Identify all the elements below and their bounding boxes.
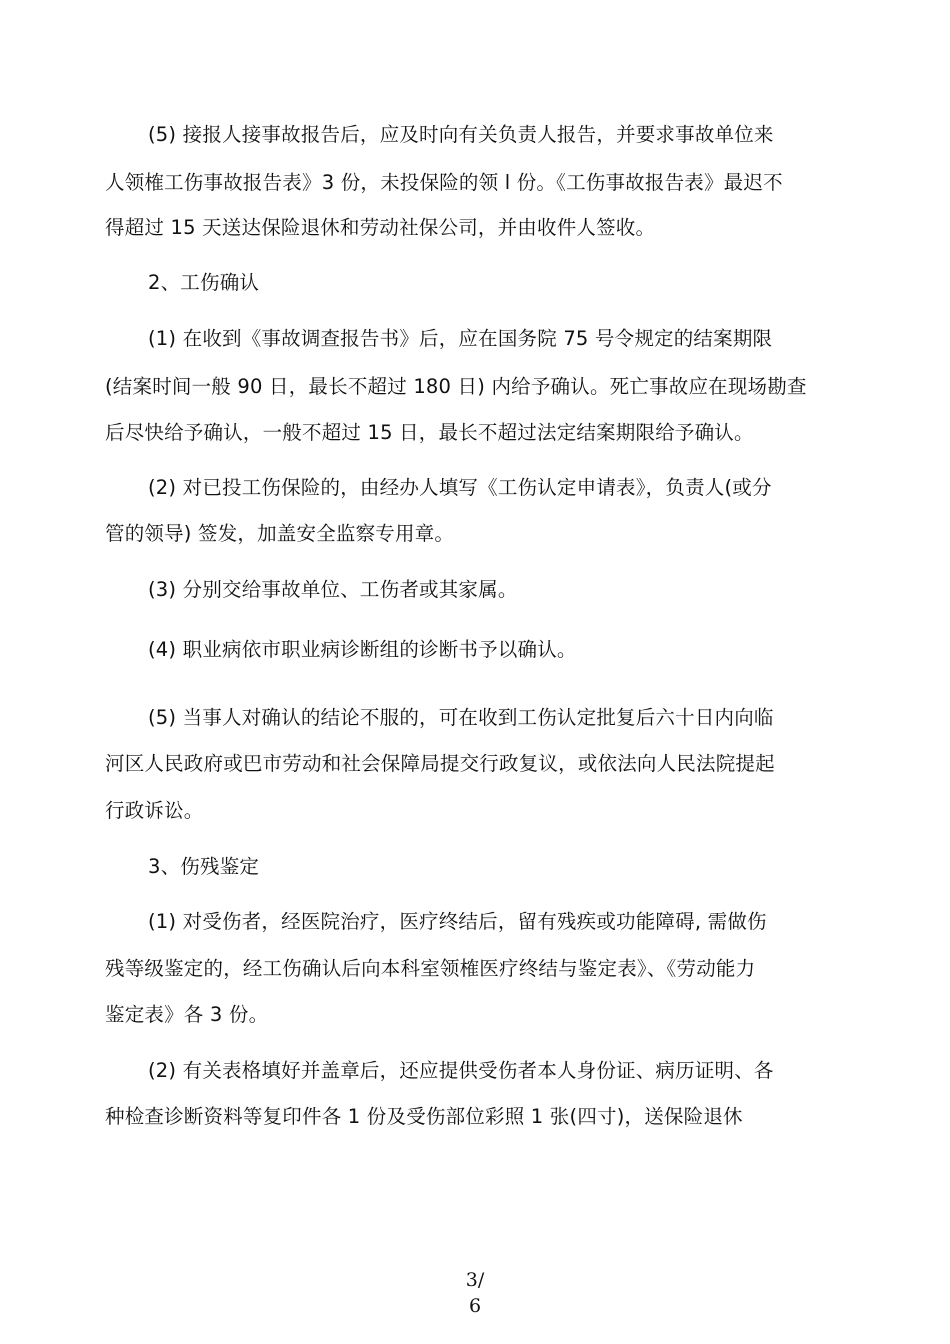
section-heading: 3、伤残鉴定 [148, 855, 260, 878]
paragraph-line: (1) 在收到《事故调查报告书》后，应在国务院 75 号令规定的结案期限 [148, 327, 773, 350]
paragraph-line: (3) 分别交给事故单位、工伤者或其家属。 [148, 578, 518, 601]
paragraph-line: (5) 接报人接事故报告后，应及时向有关负责人报告，并要求事故单位来 [148, 123, 774, 146]
paragraph-line: 河区人民政府或巴市劳动和社会保障局提交行政复议，或依法向人民法院提起 [105, 752, 775, 775]
paragraph-line: 鉴定表》各 3 份。 [105, 1003, 269, 1026]
page-number-bottom: 6 [468, 1295, 482, 1317]
paragraph-line: (2) 对已投工伤保险的，由经办人填写《工伤认定申请表》，负责人(或分 [148, 476, 772, 499]
paragraph-line: 后尽快给予确认，一般不超过 15 日，最长不超过法定结案期限给予确认。 [105, 421, 754, 444]
paragraph-line: (1) 对受伤者，经医院治疗，医疗终结后，留有残疾或功能障碍, 需做伤 [148, 910, 767, 933]
paragraph-line: (2) 有关表格填好并盖章后，还应提供受伤者本人身份证、病历证明、各 [148, 1059, 774, 1082]
paragraph-line: (4) 职业病依市职业病诊断组的诊断书予以确认。 [148, 638, 577, 661]
page-number-top: 3/ [465, 1269, 485, 1291]
paragraph-line: 行政诉讼。 [105, 799, 204, 822]
paragraph-line: 管的领导) 签发，加盖安全监察专用章。 [105, 522, 455, 545]
section-heading: 2、工伤确认 [148, 271, 260, 294]
paragraph-line: (结案时间一般 90 日，最长不超过 180 日) 内给予确认。死亡事故应在现场勘查 [105, 375, 807, 398]
paragraph-line: (5) 当事人对确认的结论不服的，可在收到工伤认定批复后六十日内向临 [148, 706, 774, 729]
paragraph-line: 残等级鉴定的，经工伤确认后向本科室领榷医疗终结与鉴定表》、《劳动能力 [105, 957, 756, 980]
paragraph-line: 种检查诊断资料等复印件各 1 份及受伤部位彩照 1 张(四寸)，送保险退休 [105, 1105, 743, 1128]
paragraph-line: 人领榷工伤事故报告表》3 份，未投保险的领 l 份。《工伤事故报告表》最迟不 [105, 171, 783, 194]
paragraph-line: 得超过 15 天送达保险退休和劳动社保公司，并由收件人签收。 [105, 216, 656, 239]
